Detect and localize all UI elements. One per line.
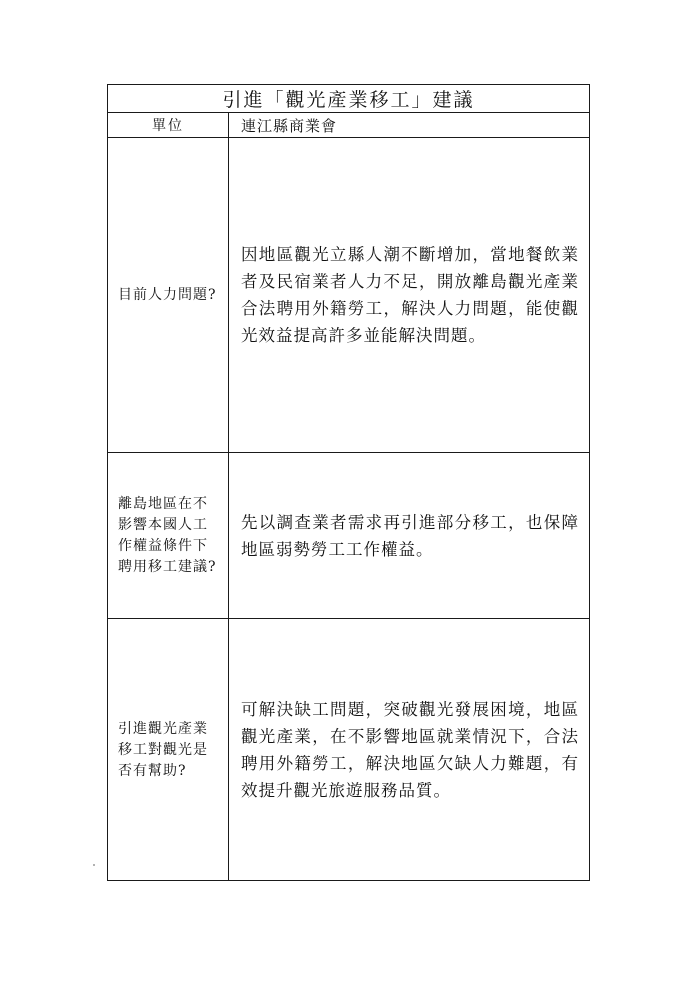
answer-text: 先以調查業者需求再引進部分移工，也保障地區弱勢勞工工作權益。: [241, 512, 579, 559]
question-label: 離島地區在不影響本國人工作權益條件下聘用移工建議?: [118, 495, 217, 575]
question-cell: [108, 138, 229, 452]
question-label: 引進觀光產業移工對觀光是否有幫助?: [118, 720, 208, 779]
title-row: [108, 85, 589, 113]
answer-cell: [229, 619, 589, 881]
question-cell: [108, 619, 229, 881]
question-row-hiring-suggestion: [108, 453, 589, 619]
question-cell: [108, 453, 229, 618]
form-title: 引進「觀光產業移工」建議: [222, 89, 475, 111]
answer-cell: [229, 453, 589, 618]
unit-value: 連江縣商業會: [241, 116, 338, 135]
answer-text: 因地區觀光立縣人潮不斷增加，當地餐飲業者及民宿業者人力不足，開放離島觀光產業合法聘用外籍勞工，解決人力問題，能使觀光效益提高許多並能解決問題。: [241, 245, 579, 345]
question-label: 目前人力問題?: [118, 286, 217, 303]
unit-label: 單位: [152, 118, 184, 134]
answer-cell: [229, 138, 589, 452]
proposal-form-table: [107, 84, 590, 881]
unit-value-cell: [229, 113, 589, 137]
question-row-tourism-benefit: [108, 619, 589, 881]
answer-text: 可解決缺工問題，突破觀光發展困境，地區觀光產業，在不影響地區就業情況下，合法聘用外籍勞工，解決地區欠缺人力難題，有效提升觀光旅遊服務品質。: [241, 700, 579, 800]
question-row-current-manpower: [108, 138, 589, 453]
unit-row: [108, 113, 589, 138]
unit-label-cell: [108, 113, 229, 137]
scan-speck: [93, 864, 95, 866]
